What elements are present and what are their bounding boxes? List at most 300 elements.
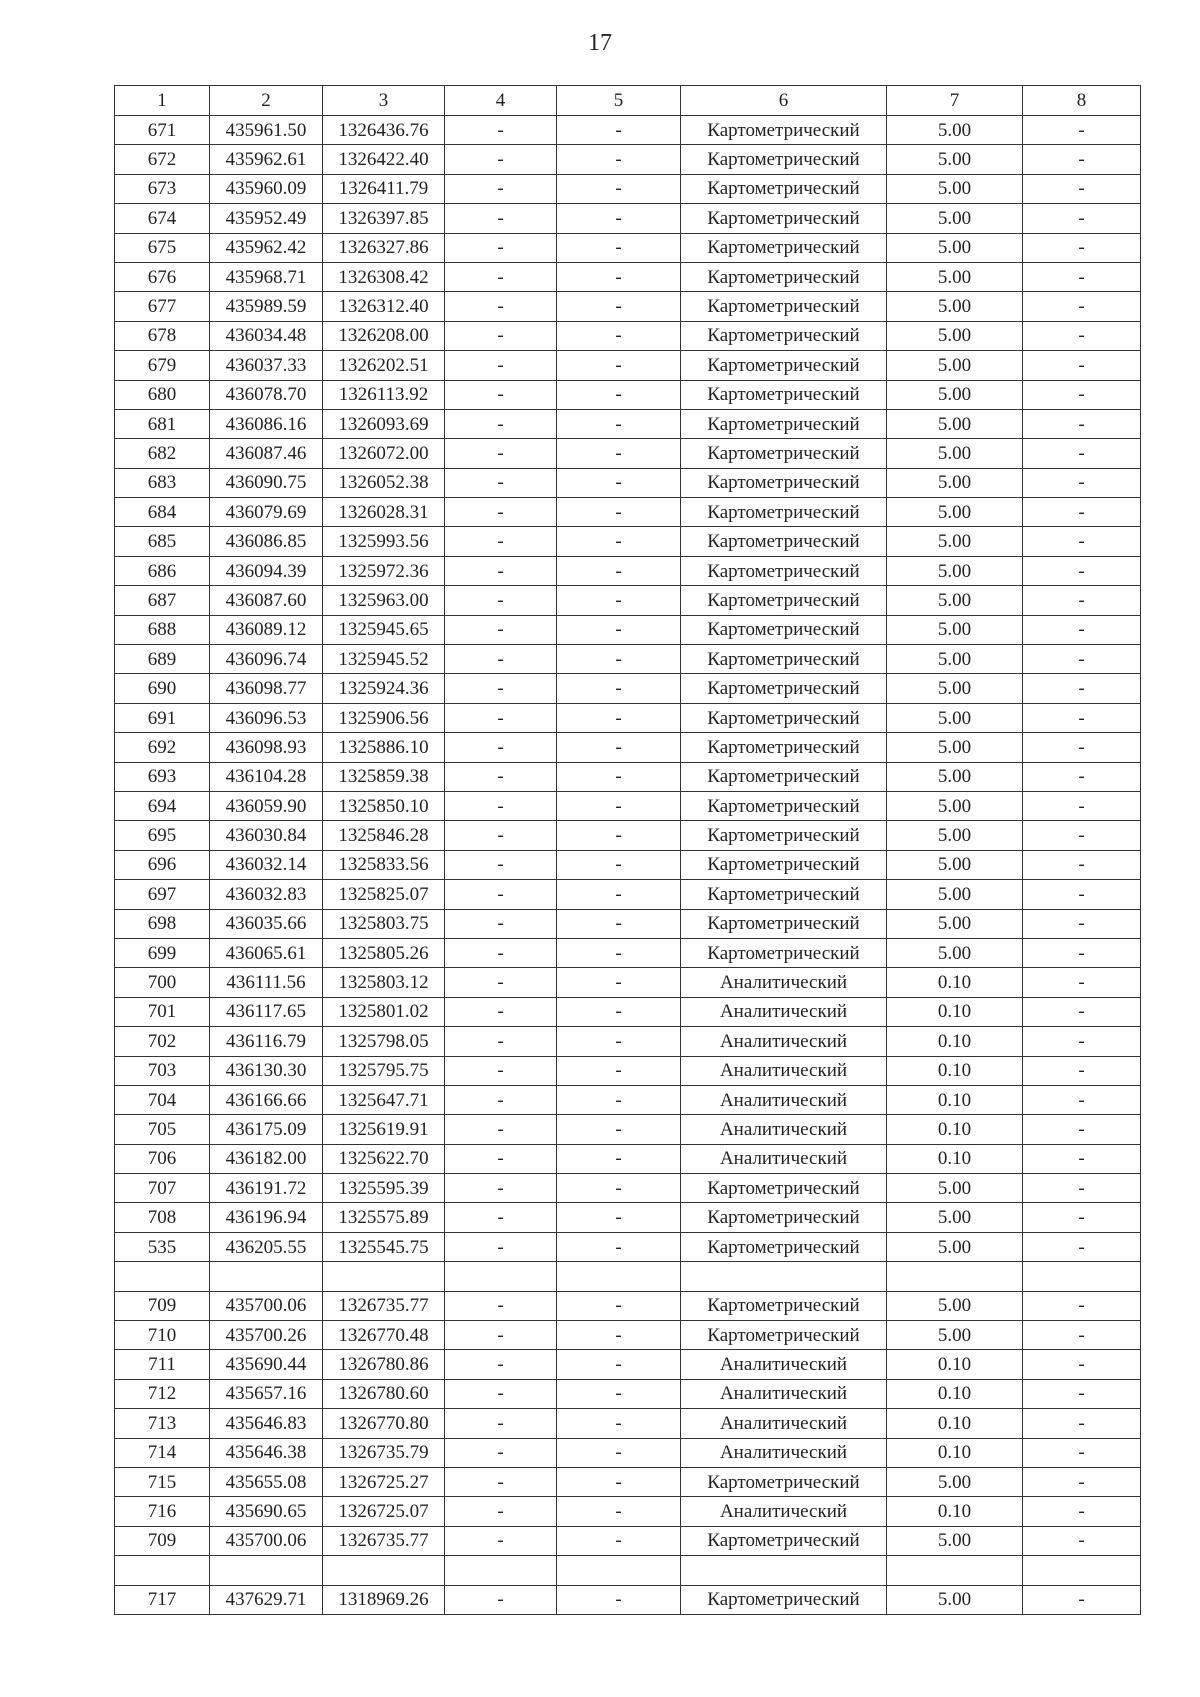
y-coordinate-cell: 1325803.12 xyxy=(323,968,445,997)
column-8-cell: - xyxy=(1023,527,1141,556)
method-cell: Картометрический xyxy=(681,909,887,938)
table-row xyxy=(115,498,1141,527)
column-8-cell: - xyxy=(1023,409,1141,438)
accuracy-cell: 5.00 xyxy=(887,527,1023,556)
column-5-cell: - xyxy=(557,1497,681,1526)
x-coordinate-cell: 435968.71 xyxy=(210,262,323,291)
x-coordinate-cell: 435646.38 xyxy=(210,1438,323,1467)
y-coordinate-cell: 1325803.75 xyxy=(323,909,445,938)
column-4-cell: - xyxy=(445,938,557,967)
accuracy-cell: 5.00 xyxy=(887,262,1023,291)
point-number-cell: 711 xyxy=(115,1350,210,1379)
column-4-cell: - xyxy=(445,233,557,262)
x-coordinate-cell: 436191.72 xyxy=(210,1174,323,1203)
column-4-cell: - xyxy=(445,909,557,938)
accuracy-cell: 0.10 xyxy=(887,1409,1023,1438)
accuracy-cell: 5.00 xyxy=(887,909,1023,938)
y-coordinate-cell: 1325945.52 xyxy=(323,645,445,674)
table-row xyxy=(115,909,1141,938)
table-row xyxy=(115,116,1141,145)
page-number: 17 xyxy=(588,30,612,56)
x-coordinate-cell: 435989.59 xyxy=(210,292,323,321)
column-4-cell: - xyxy=(445,262,557,291)
method-cell: Картометрический xyxy=(681,409,887,438)
x-coordinate-cell: 436116.79 xyxy=(210,1027,323,1056)
point-number-cell: 697 xyxy=(115,880,210,909)
x-coordinate-cell: 436196.94 xyxy=(210,1203,323,1232)
column-5-cell: - xyxy=(557,1056,681,1085)
y-coordinate-cell: 1326052.38 xyxy=(323,468,445,497)
table-row xyxy=(115,1056,1141,1085)
column-4-cell: - xyxy=(445,145,557,174)
column-8-cell: - xyxy=(1023,1232,1141,1261)
y-coordinate-cell: 1326770.48 xyxy=(323,1321,445,1350)
point-number-cell: 671 xyxy=(115,116,210,145)
accuracy-cell: 5.00 xyxy=(887,1203,1023,1232)
table-row xyxy=(115,674,1141,703)
x-coordinate-cell: 436094.39 xyxy=(210,556,323,585)
column-4-cell: - xyxy=(445,645,557,674)
method-cell: Аналитический xyxy=(681,1085,887,1114)
column-4-cell: - xyxy=(445,527,557,556)
method-cell: Аналитический xyxy=(681,1409,887,1438)
column-8-cell: - xyxy=(1023,968,1141,997)
column-8-cell: - xyxy=(1023,909,1141,938)
column-4-cell: - xyxy=(445,1291,557,1320)
table-row xyxy=(115,1585,1141,1614)
table-row xyxy=(115,1438,1141,1467)
x-coordinate-cell: 436089.12 xyxy=(210,615,323,644)
method-cell: Картометрический xyxy=(681,351,887,380)
x-coordinate-cell: 435700.26 xyxy=(210,1321,323,1350)
column-5-cell: - xyxy=(557,1144,681,1173)
x-coordinate-cell: 436098.93 xyxy=(210,733,323,762)
table-row xyxy=(115,262,1141,291)
method-cell: Картометрический xyxy=(681,380,887,409)
column-5-cell: - xyxy=(557,850,681,879)
column-5-cell: - xyxy=(557,1350,681,1379)
y-coordinate-cell: 1326780.86 xyxy=(323,1350,445,1379)
table-row xyxy=(115,1291,1141,1320)
method-cell: Аналитический xyxy=(681,1056,887,1085)
method-cell: Картометрический xyxy=(681,1321,887,1350)
column-4-cell: - xyxy=(445,1085,557,1114)
accuracy-cell: 0.10 xyxy=(887,997,1023,1026)
table-row xyxy=(115,1321,1141,1350)
column-8-cell: - xyxy=(1023,468,1141,497)
accuracy-cell: 5.00 xyxy=(887,498,1023,527)
y-coordinate-cell: 1326780.60 xyxy=(323,1379,445,1408)
method-cell: Картометрический xyxy=(681,586,887,615)
column-header: 2 xyxy=(210,86,323,116)
method-cell: Картометрический xyxy=(681,1174,887,1203)
table-row xyxy=(115,1379,1141,1408)
x-coordinate-cell: 436096.74 xyxy=(210,645,323,674)
column-8-cell: - xyxy=(1023,1379,1141,1408)
x-coordinate-cell: 436205.55 xyxy=(210,1232,323,1261)
table-row xyxy=(115,439,1141,468)
y-coordinate-cell: 1325619.91 xyxy=(323,1115,445,1144)
accuracy-cell: 5.00 xyxy=(887,556,1023,585)
column-5-cell: - xyxy=(557,1291,681,1320)
method-cell: Картометрический xyxy=(681,1203,887,1232)
y-coordinate-cell: 1325647.71 xyxy=(323,1085,445,1114)
column-header: 5 xyxy=(557,86,681,116)
point-number-cell: 709 xyxy=(115,1291,210,1320)
table-row xyxy=(115,1174,1141,1203)
point-number-cell: 689 xyxy=(115,645,210,674)
point-number-cell: 684 xyxy=(115,498,210,527)
y-coordinate-cell: 1326308.42 xyxy=(323,262,445,291)
column-5-cell: - xyxy=(557,1379,681,1408)
accuracy-cell: 0.10 xyxy=(887,1379,1023,1408)
column-8-cell: - xyxy=(1023,880,1141,909)
accuracy-cell: 5.00 xyxy=(887,821,1023,850)
column-5-cell: - xyxy=(557,968,681,997)
column-8-cell: - xyxy=(1023,174,1141,203)
column-8-cell: - xyxy=(1023,586,1141,615)
point-number-cell: 698 xyxy=(115,909,210,938)
x-coordinate-cell: 435700.06 xyxy=(210,1526,323,1555)
column-5-cell: - xyxy=(557,233,681,262)
column-8-cell: - xyxy=(1023,1056,1141,1085)
x-coordinate-cell: 436087.46 xyxy=(210,439,323,468)
table-row xyxy=(115,1115,1141,1144)
column-5-cell: - xyxy=(557,1409,681,1438)
table-row xyxy=(115,1085,1141,1114)
column-5-cell: - xyxy=(557,351,681,380)
column-8-cell: - xyxy=(1023,1321,1141,1350)
x-coordinate-cell: 437629.71 xyxy=(210,1585,323,1614)
table-body xyxy=(115,116,1141,1615)
y-coordinate-cell: 1326436.76 xyxy=(323,116,445,145)
column-4-cell: - xyxy=(445,1438,557,1467)
x-coordinate-cell: 435960.09 xyxy=(210,174,323,203)
accuracy-cell: 0.10 xyxy=(887,1350,1023,1379)
method-cell: Картометрический xyxy=(681,116,887,145)
point-number-cell: 708 xyxy=(115,1203,210,1232)
table-row xyxy=(115,615,1141,644)
point-number-cell: 680 xyxy=(115,380,210,409)
column-5-cell: - xyxy=(557,938,681,967)
x-coordinate-cell: 435962.42 xyxy=(210,233,323,262)
table-row xyxy=(115,380,1141,409)
column-4-cell: - xyxy=(445,1497,557,1526)
table-row xyxy=(115,1556,1141,1585)
column-8-cell: - xyxy=(1023,1144,1141,1173)
column-5-cell: - xyxy=(557,1027,681,1056)
point-number-cell: 694 xyxy=(115,791,210,820)
point-number-cell: 692 xyxy=(115,733,210,762)
accuracy-cell: 5.00 xyxy=(887,703,1023,732)
y-coordinate-cell: 1325595.39 xyxy=(323,1174,445,1203)
column-5-cell: - xyxy=(557,1115,681,1144)
accuracy-cell: 5.00 xyxy=(887,145,1023,174)
y-coordinate-cell: 1325993.56 xyxy=(323,527,445,556)
column-8-cell: - xyxy=(1023,615,1141,644)
column-8-cell: - xyxy=(1023,1203,1141,1232)
method-cell: Аналитический xyxy=(681,1438,887,1467)
method-cell: Картометрический xyxy=(681,821,887,850)
column-4-cell: - xyxy=(445,1585,557,1614)
table-row xyxy=(115,1467,1141,1496)
y-coordinate-cell: 1326208.00 xyxy=(323,321,445,350)
accuracy-cell: 5.00 xyxy=(887,733,1023,762)
x-coordinate-cell: 436086.16 xyxy=(210,409,323,438)
column-8-cell: - xyxy=(1023,703,1141,732)
accuracy-cell: 5.00 xyxy=(887,380,1023,409)
x-coordinate-cell: 436065.61 xyxy=(210,938,323,967)
point-number-cell: 716 xyxy=(115,1497,210,1526)
y-coordinate-cell: 1325805.26 xyxy=(323,938,445,967)
method-cell: Картометрический xyxy=(681,1526,887,1555)
y-coordinate-cell: 1325846.28 xyxy=(323,821,445,850)
column-4-cell: - xyxy=(445,850,557,879)
method-cell: Картометрический xyxy=(681,321,887,350)
accuracy-cell: 0.10 xyxy=(887,1497,1023,1526)
accuracy-cell xyxy=(887,1262,1023,1291)
x-coordinate-cell: 436032.14 xyxy=(210,850,323,879)
x-coordinate-cell: 435690.44 xyxy=(210,1350,323,1379)
column-4-cell: - xyxy=(445,351,557,380)
column-8-cell: - xyxy=(1023,645,1141,674)
table-row xyxy=(115,1232,1141,1261)
x-coordinate-cell xyxy=(210,1556,323,1585)
table-row xyxy=(115,791,1141,820)
table-row xyxy=(115,292,1141,321)
column-4-cell: - xyxy=(445,292,557,321)
method-cell: Картометрический xyxy=(681,439,887,468)
column-5-cell: - xyxy=(557,145,681,174)
y-coordinate-cell: 1326735.79 xyxy=(323,1438,445,1467)
accuracy-cell: 5.00 xyxy=(887,762,1023,791)
y-coordinate-cell: 1326411.79 xyxy=(323,174,445,203)
point-number-cell: 705 xyxy=(115,1115,210,1144)
table-row xyxy=(115,821,1141,850)
point-number-cell: 709 xyxy=(115,1526,210,1555)
y-coordinate-cell: 1326735.77 xyxy=(323,1291,445,1320)
column-5-cell: - xyxy=(557,762,681,791)
point-number-cell: 675 xyxy=(115,233,210,262)
column-5-cell: - xyxy=(557,321,681,350)
column-8-cell: - xyxy=(1023,997,1141,1026)
method-cell: Картометрический xyxy=(681,645,887,674)
column-8-cell: - xyxy=(1023,1497,1141,1526)
column-8-cell: - xyxy=(1023,674,1141,703)
x-coordinate-cell: 436104.28 xyxy=(210,762,323,791)
column-5-cell: - xyxy=(557,439,681,468)
accuracy-cell: 5.00 xyxy=(887,880,1023,909)
accuracy-cell: 5.00 xyxy=(887,850,1023,879)
column-5-cell: - xyxy=(557,380,681,409)
column-8-cell: - xyxy=(1023,1085,1141,1114)
accuracy-cell: 5.00 xyxy=(887,1321,1023,1350)
table-row xyxy=(115,233,1141,262)
y-coordinate-cell: 1326725.27 xyxy=(323,1467,445,1496)
y-coordinate-cell: 1326113.92 xyxy=(323,380,445,409)
column-5-cell: - xyxy=(557,498,681,527)
column-8-cell: - xyxy=(1023,1409,1141,1438)
column-4-cell: - xyxy=(445,1232,557,1261)
method-cell: Аналитический xyxy=(681,1115,887,1144)
column-4-cell: - xyxy=(445,380,557,409)
accuracy-cell: 0.10 xyxy=(887,1438,1023,1467)
method-cell: Картометрический xyxy=(681,262,887,291)
accuracy-cell: 5.00 xyxy=(887,645,1023,674)
x-coordinate-cell: 436035.66 xyxy=(210,909,323,938)
accuracy-cell: 5.00 xyxy=(887,116,1023,145)
column-5-cell: - xyxy=(557,791,681,820)
accuracy-cell: 5.00 xyxy=(887,791,1023,820)
x-coordinate-cell: 435962.61 xyxy=(210,145,323,174)
x-coordinate-cell: 435952.49 xyxy=(210,204,323,233)
y-coordinate-cell xyxy=(323,1262,445,1291)
column-4-cell: - xyxy=(445,997,557,1026)
table-row xyxy=(115,1497,1141,1526)
table-row xyxy=(115,527,1141,556)
method-cell: Картометрический xyxy=(681,174,887,203)
column-4-cell: - xyxy=(445,439,557,468)
x-coordinate-cell: 436034.48 xyxy=(210,321,323,350)
point-number-cell: 702 xyxy=(115,1027,210,1056)
y-coordinate-cell: 1326202.51 xyxy=(323,351,445,380)
accuracy-cell: 5.00 xyxy=(887,351,1023,380)
column-4-cell: - xyxy=(445,1526,557,1555)
column-5-cell: - xyxy=(557,1438,681,1467)
point-number-cell xyxy=(115,1556,210,1585)
y-coordinate-cell: 1325622.70 xyxy=(323,1144,445,1173)
column-5-cell: - xyxy=(557,909,681,938)
method-cell: Картометрический xyxy=(681,1291,887,1320)
x-coordinate-cell xyxy=(210,1262,323,1291)
column-5-cell: - xyxy=(557,1467,681,1496)
column-8-cell: - xyxy=(1023,439,1141,468)
accuracy-cell: 0.10 xyxy=(887,1144,1023,1173)
y-coordinate-cell: 1325575.89 xyxy=(323,1203,445,1232)
table-row xyxy=(115,645,1141,674)
column-8-cell: - xyxy=(1023,733,1141,762)
column-8-cell: - xyxy=(1023,145,1141,174)
y-coordinate-cell: 1325833.56 xyxy=(323,850,445,879)
point-number-cell: 695 xyxy=(115,821,210,850)
column-8-cell: - xyxy=(1023,762,1141,791)
point-number-cell: 676 xyxy=(115,262,210,291)
column-8-cell: - xyxy=(1023,380,1141,409)
x-coordinate-cell: 436117.65 xyxy=(210,997,323,1026)
x-coordinate-cell: 436096.53 xyxy=(210,703,323,732)
column-4-cell: - xyxy=(445,1203,557,1232)
method-cell: Аналитический xyxy=(681,968,887,997)
column-5-cell: - xyxy=(557,262,681,291)
column-4-cell: - xyxy=(445,968,557,997)
accuracy-cell: 5.00 xyxy=(887,1467,1023,1496)
column-5-cell: - xyxy=(557,204,681,233)
point-number-cell xyxy=(115,1262,210,1291)
table-row xyxy=(115,145,1141,174)
column-8-cell: - xyxy=(1023,498,1141,527)
column-4-cell: - xyxy=(445,498,557,527)
table-row xyxy=(115,204,1141,233)
column-4-cell: - xyxy=(445,1174,557,1203)
column-4-cell: - xyxy=(445,1379,557,1408)
x-coordinate-cell: 436030.84 xyxy=(210,821,323,850)
method-cell: Картометрический xyxy=(681,791,887,820)
table-row xyxy=(115,850,1141,879)
point-number-cell: 679 xyxy=(115,351,210,380)
method-cell: Картометрический xyxy=(681,233,887,262)
method-cell: Картометрический xyxy=(681,498,887,527)
method-cell: Аналитический xyxy=(681,1379,887,1408)
table-row xyxy=(115,586,1141,615)
column-5-cell: - xyxy=(557,556,681,585)
y-coordinate-cell: 1326725.07 xyxy=(323,1497,445,1526)
point-number-cell: 685 xyxy=(115,527,210,556)
point-number-cell: 713 xyxy=(115,1409,210,1438)
y-coordinate-cell: 1325795.75 xyxy=(323,1056,445,1085)
point-number-cell: 690 xyxy=(115,674,210,703)
method-cell: Аналитический xyxy=(681,1497,887,1526)
point-number-cell: 535 xyxy=(115,1232,210,1261)
point-number-cell: 674 xyxy=(115,204,210,233)
y-coordinate-cell: 1325859.38 xyxy=(323,762,445,791)
method-cell xyxy=(681,1262,887,1291)
x-coordinate-cell: 436182.00 xyxy=(210,1144,323,1173)
column-8-cell: - xyxy=(1023,556,1141,585)
method-cell: Картометрический xyxy=(681,674,887,703)
table-row xyxy=(115,762,1141,791)
point-number-cell: 710 xyxy=(115,1321,210,1350)
column-4-cell: - xyxy=(445,733,557,762)
column-4-cell: - xyxy=(445,615,557,644)
y-coordinate-cell: 1326072.00 xyxy=(323,439,445,468)
column-5-cell: - xyxy=(557,174,681,203)
point-number-cell: 700 xyxy=(115,968,210,997)
column-4-cell: - xyxy=(445,821,557,850)
column-8-cell: - xyxy=(1023,262,1141,291)
column-5-cell: - xyxy=(557,1174,681,1203)
column-4-cell: - xyxy=(445,116,557,145)
table-row xyxy=(115,997,1141,1026)
method-cell: Аналитический xyxy=(681,1027,887,1056)
y-coordinate-cell: 1325798.05 xyxy=(323,1027,445,1056)
point-number-cell: 706 xyxy=(115,1144,210,1173)
column-8-cell: - xyxy=(1023,1526,1141,1555)
column-8-cell: - xyxy=(1023,233,1141,262)
column-8-cell xyxy=(1023,1262,1141,1291)
column-5-cell: - xyxy=(557,116,681,145)
accuracy-cell: 0.10 xyxy=(887,1115,1023,1144)
accuracy-cell: 5.00 xyxy=(887,1174,1023,1203)
table-row xyxy=(115,1144,1141,1173)
column-4-cell: - xyxy=(445,703,557,732)
y-coordinate-cell: 1326327.86 xyxy=(323,233,445,262)
column-8-cell: - xyxy=(1023,1585,1141,1614)
column-4-cell: - xyxy=(445,674,557,703)
point-number-cell: 673 xyxy=(115,174,210,203)
accuracy-cell: 5.00 xyxy=(887,674,1023,703)
column-8-cell: - xyxy=(1023,1174,1141,1203)
table-row xyxy=(115,1262,1141,1291)
table-row xyxy=(115,1409,1141,1438)
column-8-cell: - xyxy=(1023,1350,1141,1379)
x-coordinate-cell: 435657.16 xyxy=(210,1379,323,1408)
column-5-cell: - xyxy=(557,1321,681,1350)
point-number-cell: 687 xyxy=(115,586,210,615)
method-cell: Картометрический xyxy=(681,204,887,233)
column-5-cell: - xyxy=(557,1585,681,1614)
accuracy-cell: 5.00 xyxy=(887,615,1023,644)
accuracy-cell: 5.00 xyxy=(887,321,1023,350)
